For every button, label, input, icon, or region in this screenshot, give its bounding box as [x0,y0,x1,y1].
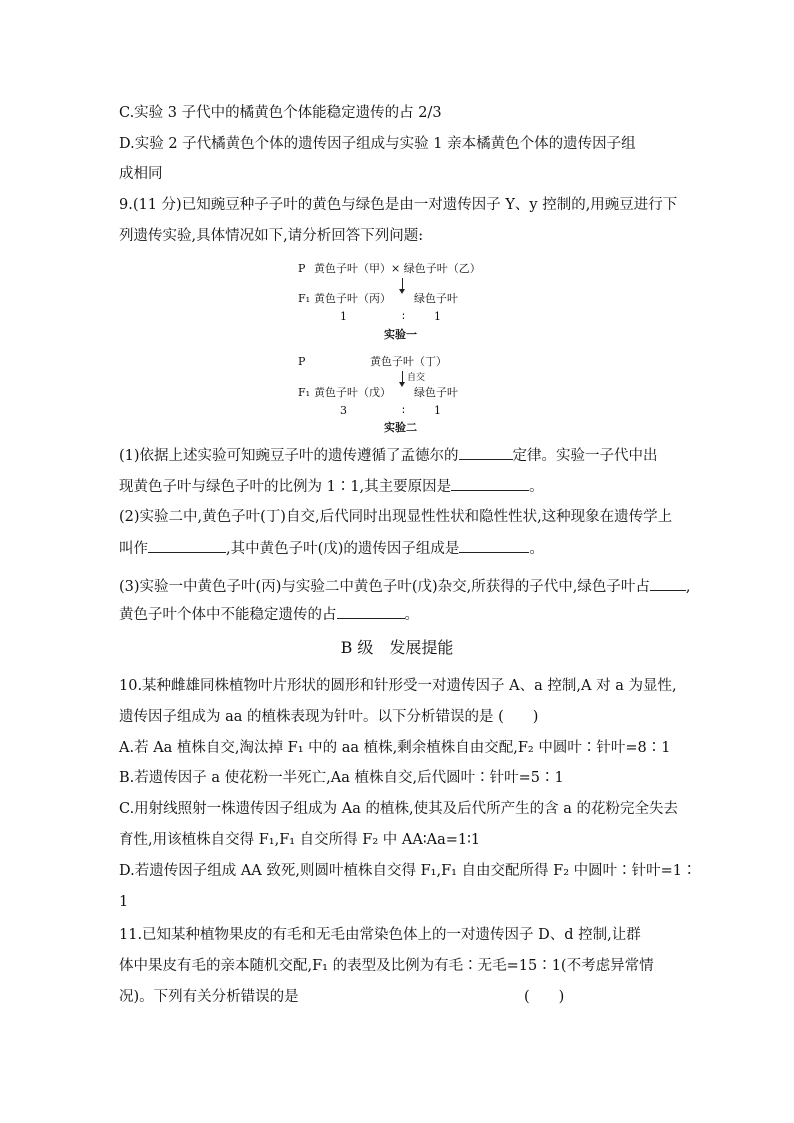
subq2-text-d: 。 [529,541,544,557]
exp1-parents: 黄色子叶（甲）× 绿色子叶（乙） [314,262,481,275]
subquestion-2-line2 [119,538,544,559]
exp1-ratio-left: 1 [340,310,347,323]
subq3-text-d: 。 [404,607,419,623]
exp1-caption: 实验一 [384,328,417,341]
exp2-down-arrow [402,371,403,383]
question-9-stem-line1: 9.(11 分)已知豌豆种子子叶的黄色与绿色是由一对遗传因子 Y、y 控制的,用豌豆进行下 [119,197,678,213]
subquestion-1-line2 [119,476,544,497]
option-d-q8-line2: 成相同 [119,166,163,182]
question-9-stem-line2: 列遗传实验,具体情况如下,请分析回答下列问题: [119,228,424,244]
section-heading-b: B 级 发展提能 [340,638,454,657]
exp2-parent: 黄色子叶（丁） [370,355,447,368]
subq3-text-c: 黄色子叶个体中不能稳定遗传的占 [119,607,337,623]
answer-blank-1[interactable] [459,445,513,460]
question-10-option-d-line1: D.若遗传因子组成 AA 致死,则圆叶植株自交得 F₁,F₁ 自由交配所得 F₂ 中圆叶∶针叶=1∶ [119,863,697,879]
answer-blank-5[interactable] [650,576,686,591]
option-c-q8: C.实验 3 子代中的橘黄色个体能稳定遗传的占 2/3 [119,105,442,121]
subq1-text-b: 定律。实验一子代中出 [512,448,658,464]
exp1-ratio-right: 1 [434,310,441,323]
question-10-option-a: A.若 Aa 植株自交,淘汰掉 F₁ 中的 aa 植株,剩余植株自由交配,F₂ 中圆叶∶针叶=8∶1 [119,740,671,756]
exp2-ratio-left: 3 [340,404,347,417]
question-11-stem-line3: 况)。下列有关分析错误的是 [119,989,299,1005]
subq1-text-d: 。 [529,479,544,495]
exp2-f1-green: 绿色子叶 [414,386,458,399]
exp1-down-arrow [402,278,403,290]
question-11-stem-line2: 体中果皮有毛的亲本随机交配,F₁ 的表型及比例为有毛∶无毛=15∶1(不考虑异常情 [119,958,654,974]
question-10-option-d-line2: 1 [119,894,129,910]
question-10-option-b: B.若遗传因子 a 使花粉一半死亡,Aa 植株自交,后代圆叶∶针叶=5∶1 [119,770,564,786]
subq1-text-c: 现黄色子叶与绿色子叶的比例为 1∶1,其主要原因是 [119,479,452,495]
subquestion-3-line2 [119,604,419,625]
exp2-ratio-colon: ∶ [402,404,405,417]
exp2-f1-label: F₁ [298,386,311,399]
exp1-f1-yellow: 黄色子叶（丙） [314,292,391,305]
subq3-text-b: , [685,579,691,595]
exp2-p-label: P [298,355,306,368]
answer-blank-2[interactable] [451,476,529,491]
question-10-option-c-line1: C.用射线照射一株遗传因子组成为 Aa 的植株,使其及后代所产生的含 a 的花粉完全失去 [119,801,678,817]
question-10-stem-line1: 10.某种雌雄同株植物叶片形状的圆形和针形受一对遗传因子 A、a 控制,A 对 a 为显性, [119,678,677,694]
exp1-f1-green: 绿色子叶 [414,292,458,305]
exp2-f1-yellow: 黄色子叶（戊） [314,386,391,399]
question-10-option-c-line2: 育性,用该植株自交得 F₁,F₁ 自交所得 F₂ 中 AA∶Aa=1∶1 [119,832,481,848]
exp2-caption: 实验二 [384,421,417,434]
question-11-stem-line1: 11.已知某种植物果皮的有毛和无毛由常染色体上的一对遗传因子 D、d 控制,让群 [119,927,641,943]
answer-blank-6[interactable] [337,604,405,619]
option-d-q8-line1: D.实验 2 子代橘黄色个体的遗传因子组成与实验 1 亲本橘黄色个体的遗传因子组 [119,136,636,152]
exp2-selfing-label: 自交 [407,373,426,383]
exp1-p-label: P [298,262,306,275]
subquestion-3-line1 [119,576,691,597]
subquestion-1-line1 [119,445,658,466]
exp1-ratio-colon: ∶ [402,310,405,323]
subq1-text-a: (1)依据上述实验可知豌豆子叶的遗传遵循了孟德尔的 [119,448,459,464]
question-11-answer-bracket[interactable]: ( ) [524,989,565,1005]
subq3-text-a: (3)实验一中黄色子叶(丙)与实验二中黄色子叶(戊)杂交,所获得的子代中,绿色子叶占 [119,579,650,595]
subquestion-2-line1: (2)实验二中,黄色子叶(丁)自交,后代同时出现显性性状和隐性性状,这种现象在遗传学上 [119,509,673,525]
subq2-text-c: ,其中黄色子叶(戊)的遗传因子组成是 [226,541,460,557]
question-10-stem-line2: 遗传因子组成为 aa 的植株表现为针叶。以下分析错误的是 ( ) [119,709,539,725]
subq2-text-b: 叫作 [119,541,148,557]
exp2-ratio-right: 1 [434,404,441,417]
answer-blank-3[interactable] [148,538,226,553]
answer-blank-4[interactable] [459,538,529,553]
exp1-f1-label: F₁ [298,292,311,305]
